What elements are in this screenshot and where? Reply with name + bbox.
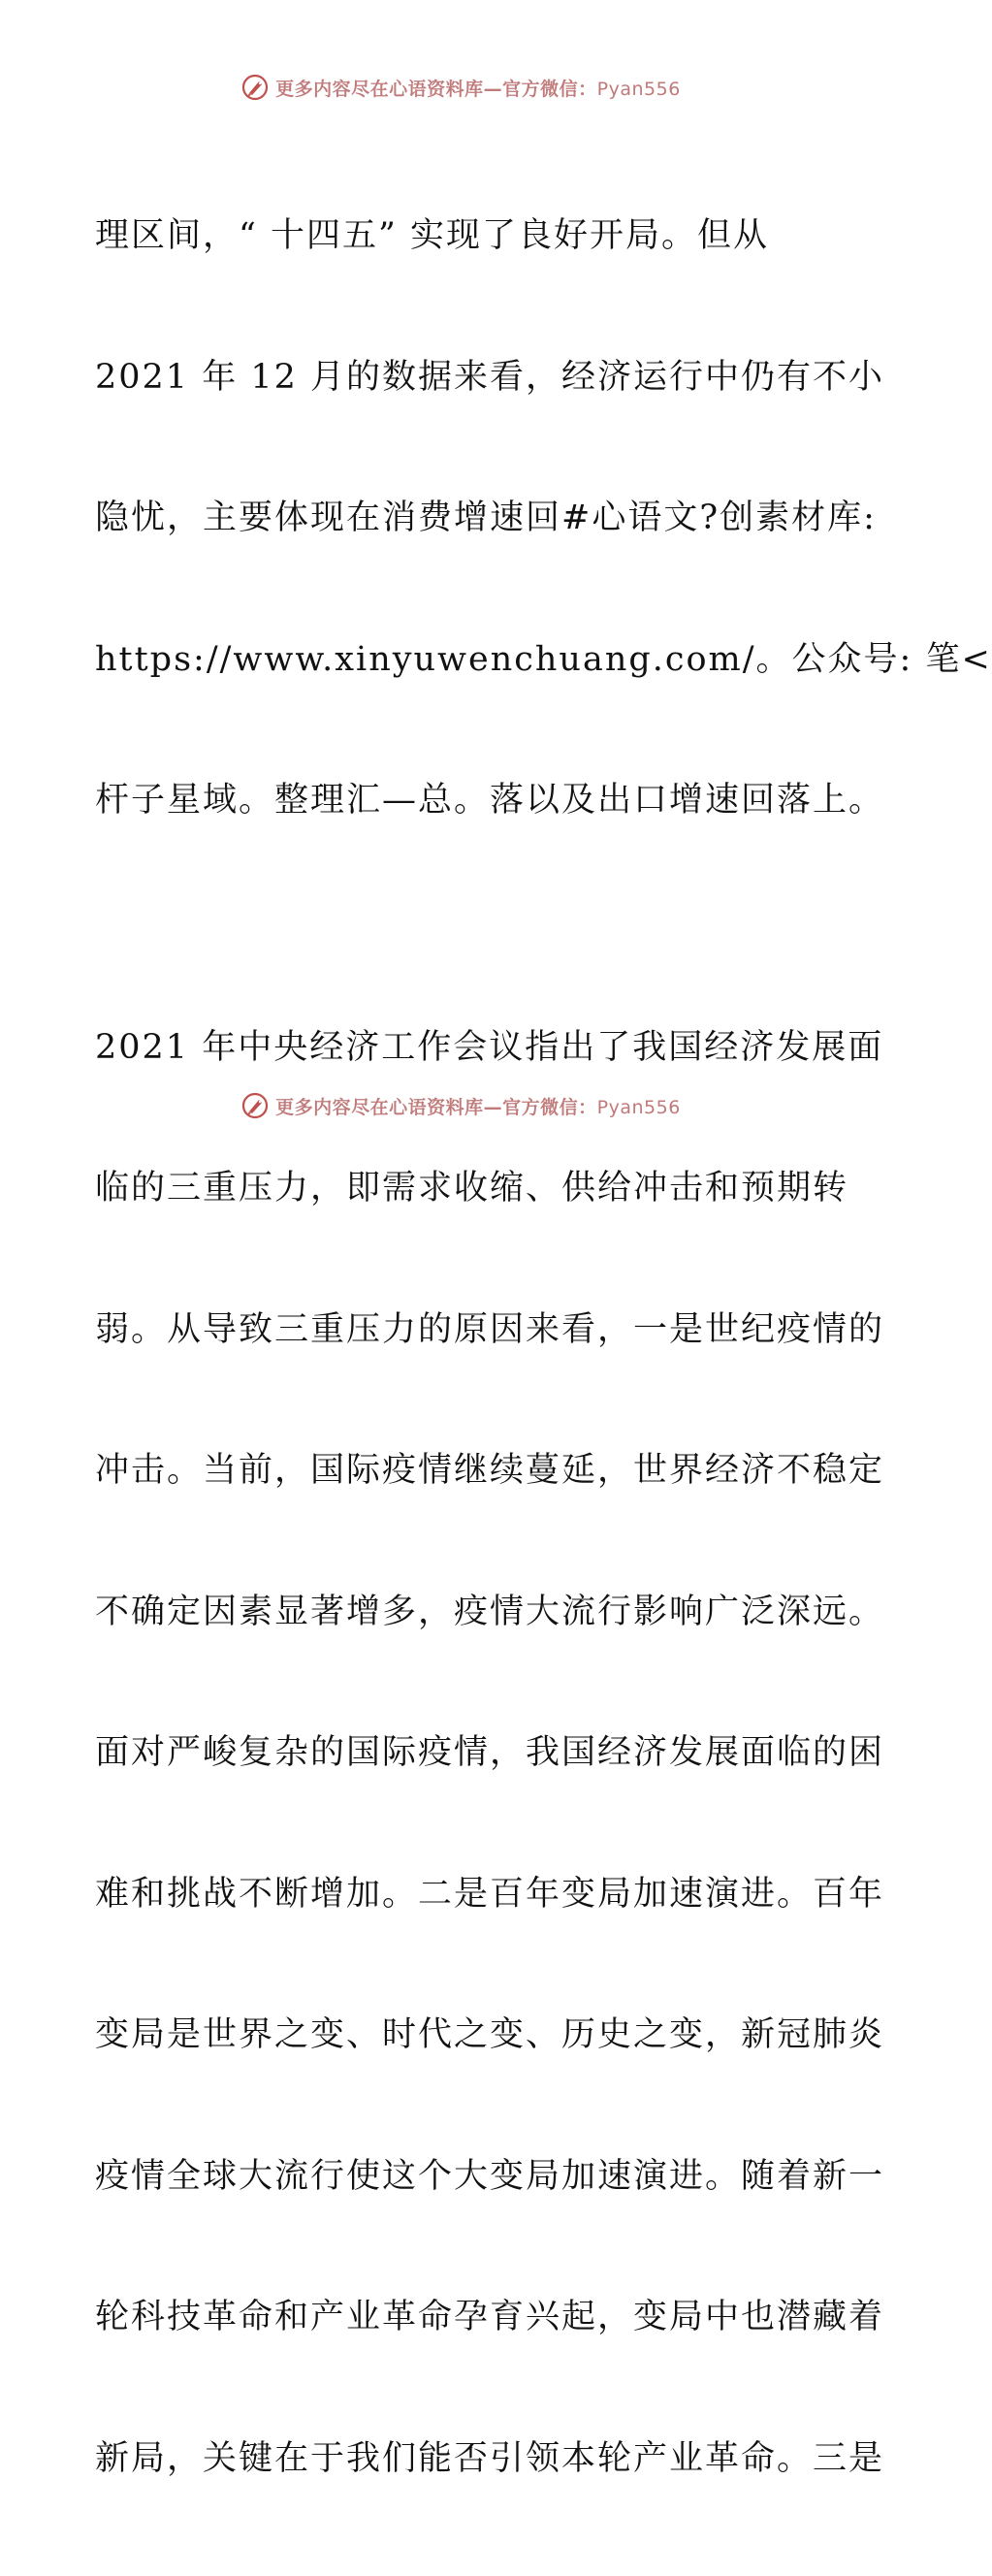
watermark-text <box>275 1093 681 1119</box>
text-line: 变局是世界之变、时代之变、历史之变，新冠肺炎 <box>95 2012 832 2059</box>
text-line: 疫情全球大流行使这个大变局加速演进。随着新一 <box>95 2153 832 2201</box>
text-line: 杆子星域。整理汇—总。落以及出口增速回落上。 <box>95 777 832 824</box>
text-line: 理区间，“ 十四五” 实现了良好开局。但从 <box>95 212 832 260</box>
text-line: 面对严峻复杂的国际疫情，我国经济发展面临的困 <box>95 1729 832 1777</box>
document-body <box>95 118 832 2576</box>
watermark-text <box>275 75 681 101</box>
watermark-label: 更多内容尽在心语资料库—官方微信： <box>275 79 597 100</box>
pen-nib-logo-icon <box>240 1091 270 1120</box>
text-line: 轮科技革命和产业革命孕育兴起，变局中也潜藏着 <box>95 2294 832 2341</box>
watermark-wechat-id: Pyan556 <box>597 1097 681 1118</box>
text-line: 新局，关键在于我们能否引领本轮产业革命。三是 <box>95 2435 832 2483</box>
text-line: 2021 年 12 月的数据来看，经济运行中仍有不小 <box>95 354 832 402</box>
watermark-label: 更多内容尽在心语资料库—官方微信： <box>275 1097 597 1118</box>
paragraph-1 <box>95 118 832 918</box>
text-line: 不确定因素显著增多，疫情大流行影响广泛深远。 <box>95 1589 832 1636</box>
footer-watermark <box>0 1086 921 1125</box>
paragraph-2 <box>95 930 832 2576</box>
watermark-wechat-id: Pyan556 <box>597 79 681 100</box>
text-line: 难和挑战不断增加。二是百年变局加速演进。百年 <box>95 1871 832 1918</box>
text-line: 冲击。当前，国际疫情继续蔓延，世界经济不稳定 <box>95 1447 832 1495</box>
pen-nib-logo-icon <box>240 73 270 102</box>
text-line: 临的三重压力，即需求收缩、供给冲击和预期转 <box>95 1165 832 1212</box>
header-watermark <box>0 68 921 107</box>
text-line: 2021 年中央经济工作会议指出了我国经济发展面 <box>95 1024 832 1072</box>
text-line: https://www.xinyuwenchuang.com/。公众号: 笔< <box>95 636 832 684</box>
text-line: 隐忧，主要体现在消费增速回#心语文?创素材库: <box>95 495 832 542</box>
text-line: 弱。从导致三重压力的原因来看，一是世纪疫情的 <box>95 1306 832 1354</box>
